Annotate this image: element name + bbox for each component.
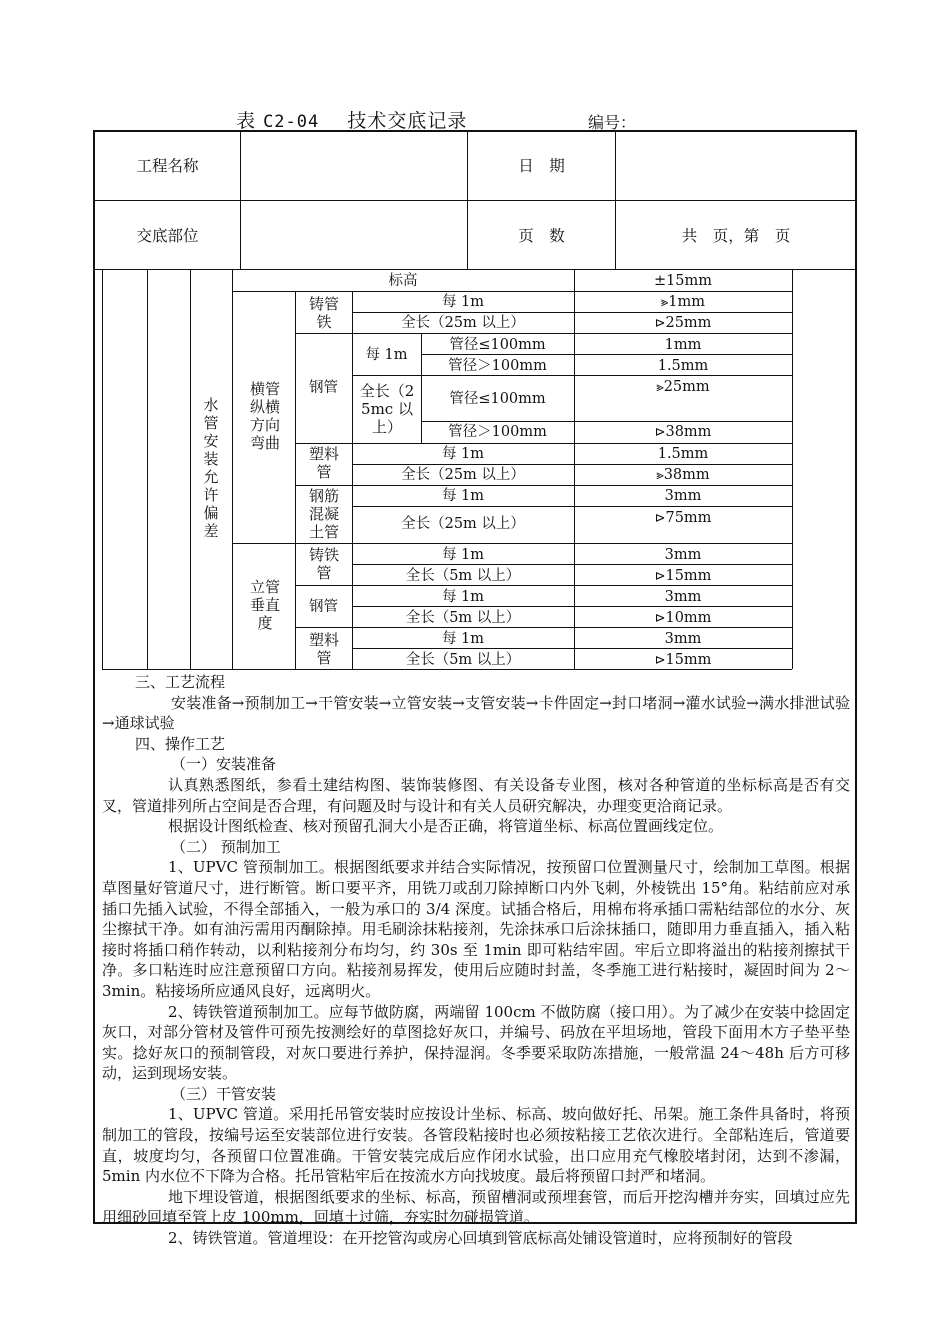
v-steel-per-m-value: 3mm xyxy=(664,589,702,605)
handover-part-field[interactable] xyxy=(241,208,467,266)
pages-value: 共 页，第 页 xyxy=(681,227,791,245)
h-plastic-per-m-value: 1.5mm xyxy=(657,446,709,462)
section-4-3-title: （三）干管安装 xyxy=(171,1084,277,1103)
project-name-field[interactable] xyxy=(241,140,467,198)
h-steel-d-small-2: 管径≤100mm xyxy=(449,391,546,407)
section-4-1-title: （一）安装准备 xyxy=(171,755,277,774)
v-plastic-full-value: ⊳15mm xyxy=(654,652,712,668)
h-concrete-label: 钢筋混凝土管 xyxy=(308,487,339,541)
h-cast-iron-full-value: ⊳25mm xyxy=(654,315,712,331)
caret-icon: ⊳ xyxy=(654,569,666,584)
h-steel-d-small-1: 管径≤100mm xyxy=(449,337,546,353)
v-plastic-label: 塑料管 xyxy=(308,631,339,667)
info-divider-2 xyxy=(93,269,857,270)
h-cast-iron-label: 铸管铁 xyxy=(308,295,339,331)
h-steel-d-large-2: 管径＞100mm xyxy=(448,424,547,440)
caret-icon: ⊳ xyxy=(654,425,666,440)
title-code: C2-04 xyxy=(263,112,320,132)
info-divider-1 xyxy=(93,200,857,201)
h-steel-v1: 1mm xyxy=(664,337,702,353)
v-cast-iron-per-m: 每 1m xyxy=(441,547,485,563)
h-plastic-full: 全长（25m 以上） xyxy=(401,467,525,483)
title-name: 技术交底记录 xyxy=(347,110,468,132)
section-3-title: 三、工艺流程 xyxy=(135,673,226,691)
h-cast-iron-per-m: 每 1m xyxy=(441,294,485,310)
caret-icon: ⊳ xyxy=(654,511,666,526)
h-concrete-per-m: 每 1m xyxy=(441,488,485,504)
h-concrete-per-m-value: 3mm xyxy=(664,488,702,504)
caret-icon: ⪢ xyxy=(656,468,664,483)
h-cast-iron-full: 全长（25m 以上） xyxy=(401,315,525,331)
caret-icon: ⊳ xyxy=(654,611,666,626)
h-steel-v3: ⪢25mm xyxy=(656,379,710,395)
section-4-2-para-2: 2、铸铁管道预制加工。应每节做防腐，两端留 100cm 不做防腐（接口用）。为了减少在安装中捻固定灰口，对部分管材及管件可预先按测绘好的草图捻好灰口，并编号、码放在平坦场地，管段下面用木方子垫平垫实。捻好灰口的预制管段，对灰口要进行养护，保持湿润。冬季要采取防冻措施，一般常温 24～48h 后方可移动，运到现场安装。 xyxy=(102,1002,850,1083)
section-4-3-para-3: 2、铸铁管道。管道埋设：在开挖管沟或房心回填到管底标高处铺设管道时，应将预制好的管段 xyxy=(168,1229,793,1248)
vertical-plumb-label: 立管垂直度 xyxy=(249,578,280,632)
h-concrete-full: 全长（25m 以上） xyxy=(401,516,525,532)
project-name-label: 工程名称 xyxy=(136,157,199,175)
date-label: 日 期 xyxy=(518,157,565,175)
caret-icon: ⊳ xyxy=(654,316,666,331)
v-cast-iron-full: 全长（5m 以上） xyxy=(405,568,521,584)
h-steel-v2: 1.5mm xyxy=(657,358,709,374)
v-steel-full: 全长（5m 以上） xyxy=(405,610,521,626)
info-col-2 xyxy=(467,131,468,269)
date-field[interactable] xyxy=(616,140,856,198)
caret-icon: ⊳ xyxy=(654,653,666,668)
pages-label: 页 数 xyxy=(518,227,565,245)
v-plastic-per-m-value: 3mm xyxy=(664,631,702,647)
h-steel-d-large-1: 管径＞100mm xyxy=(448,358,547,374)
v-plastic-per-m: 每 1m xyxy=(441,631,485,647)
h-steel-v4: ⊳38mm xyxy=(654,424,712,440)
h-plastic-per-m: 每 1m xyxy=(441,446,485,462)
v-steel-label: 钢管 xyxy=(309,599,338,615)
handover-part-label: 交底部位 xyxy=(136,227,199,245)
tolerance-group-label: 水管安装允许偏差 xyxy=(203,396,219,540)
h-steel-per-m: 每 1m xyxy=(365,347,408,363)
title-prefix: 表 xyxy=(236,110,257,132)
h-concrete-full-value: ⊳75mm xyxy=(654,510,712,526)
elevation-label: 标高 xyxy=(388,273,418,289)
section-4-2-para-1: 1、UPVC 管预制加工。根据图纸要求并结合实际情况，按预留口位置测量尺寸，绘制加工草图。根据草图量好管道尺寸，进行断管。断口要平齐，用铣刀或刮刀除掉断口内外飞刺，外棱铣出 15°角。粘结前应对承插口先插入试验，不得全部插入，一般为承口的 3/4 深度。试插合格后，用棉布将承插口需粘结部位的水分、灰尘擦拭干净。如有油污需用丙酮除掉。用毛刷涂抹粘接剂，先涂抹承口后涂抹插口，随即用力垂直插入，插入粘接时将插口稍作转动，以利粘接剂分布均匀，约 30s 至 1min 即可粘结牢固。牢后立即将溢出的粘接剂擦拭干净。多口粘连时应注意预留口方向。粘接剂易挥发，使用后应随时封盖，冬季施工进行粘接时，凝固时间为 2～3min。粘接场所应通风良好，远离明火。 xyxy=(102,858,850,1000)
caret-icon: ⪢ xyxy=(660,295,669,310)
section-4-2-title: （二） 预制加工 xyxy=(171,837,281,856)
h-cast-iron-per-m-value: ⪢1mm xyxy=(660,294,706,310)
page-title xyxy=(236,106,467,133)
section-4-title: 四、操作工艺 xyxy=(135,734,226,753)
section-4-3-para-2: 地下埋设管道，根据图纸要求的坐标、标高，预留槽洞或预埋套管，而后开挖沟槽并夯实，回填过应先用细砂回填至管上皮 100mm，回填土过筛，夯实时勿碰损管道。 xyxy=(102,1187,850,1227)
v-steel-full-value: ⊳10mm xyxy=(654,610,712,626)
horizontal-bend-label: 横管纵横方向弯曲 xyxy=(249,380,280,452)
serial-number-label: 编号： xyxy=(588,113,637,132)
v-cast-iron-label: 铸铁管 xyxy=(308,546,339,582)
h-steel-full: 全长（25mc 以上） xyxy=(359,382,415,436)
technical-content xyxy=(102,672,850,1249)
section-4-3-para-1: 1、UPVC 管道。采用托吊管安装时应按设计坐标、标高、坡向做好托、吊架。施工条件具备时，将预制加工的管段，按编号运至安装部位进行安装。各管段粘接时也必须按粘接工艺依次进行。全部粘连后，管道要直，坡度均匀，各预留口位置准确。干管安装完成后应作闭水试验，出口应用充气橡胶堵封闭，达到不渗漏，5min 内水位不下降为合格。托吊管粘牢后在按流水方向找坡度。最后将预留口封严和堵洞。 xyxy=(102,1105,850,1186)
caret-icon: ⪢ xyxy=(656,380,664,395)
v-cast-iron-per-m-value: 3mm xyxy=(664,547,702,563)
section-3-flow: 安装准备→预制加工→干管安装→立管安装→支管安装→卡件固定→封口堵洞→灌水试验→满水排泄试验→通球试验 xyxy=(102,693,850,733)
section-4-1-para-2: 根据设计图纸检查、核对预留孔洞大小是否正确，将管道坐标、标高位置画线定位。 xyxy=(168,817,724,836)
h-plastic-label: 塑料管 xyxy=(308,445,339,481)
v-steel-per-m: 每 1m xyxy=(441,589,485,605)
section-4-1-para-1: 认真熟悉图纸，参看土建结构图、装饰装修图、有关设备专业图，核对各种管道的坐标标高是否有交叉，管道排列所占空间是否合理，有问题及时与设计和有关人员研究解决，办理变更洽商记录。 xyxy=(102,775,850,815)
v-cast-iron-full-value: ⊳15mm xyxy=(654,568,712,584)
h-steel-label: 钢管 xyxy=(309,380,338,396)
v-plastic-full: 全长（5m 以上） xyxy=(405,652,521,668)
elevation-value: ±15mm xyxy=(653,273,713,289)
h-plastic-full-value: ⪢38mm xyxy=(656,467,710,483)
